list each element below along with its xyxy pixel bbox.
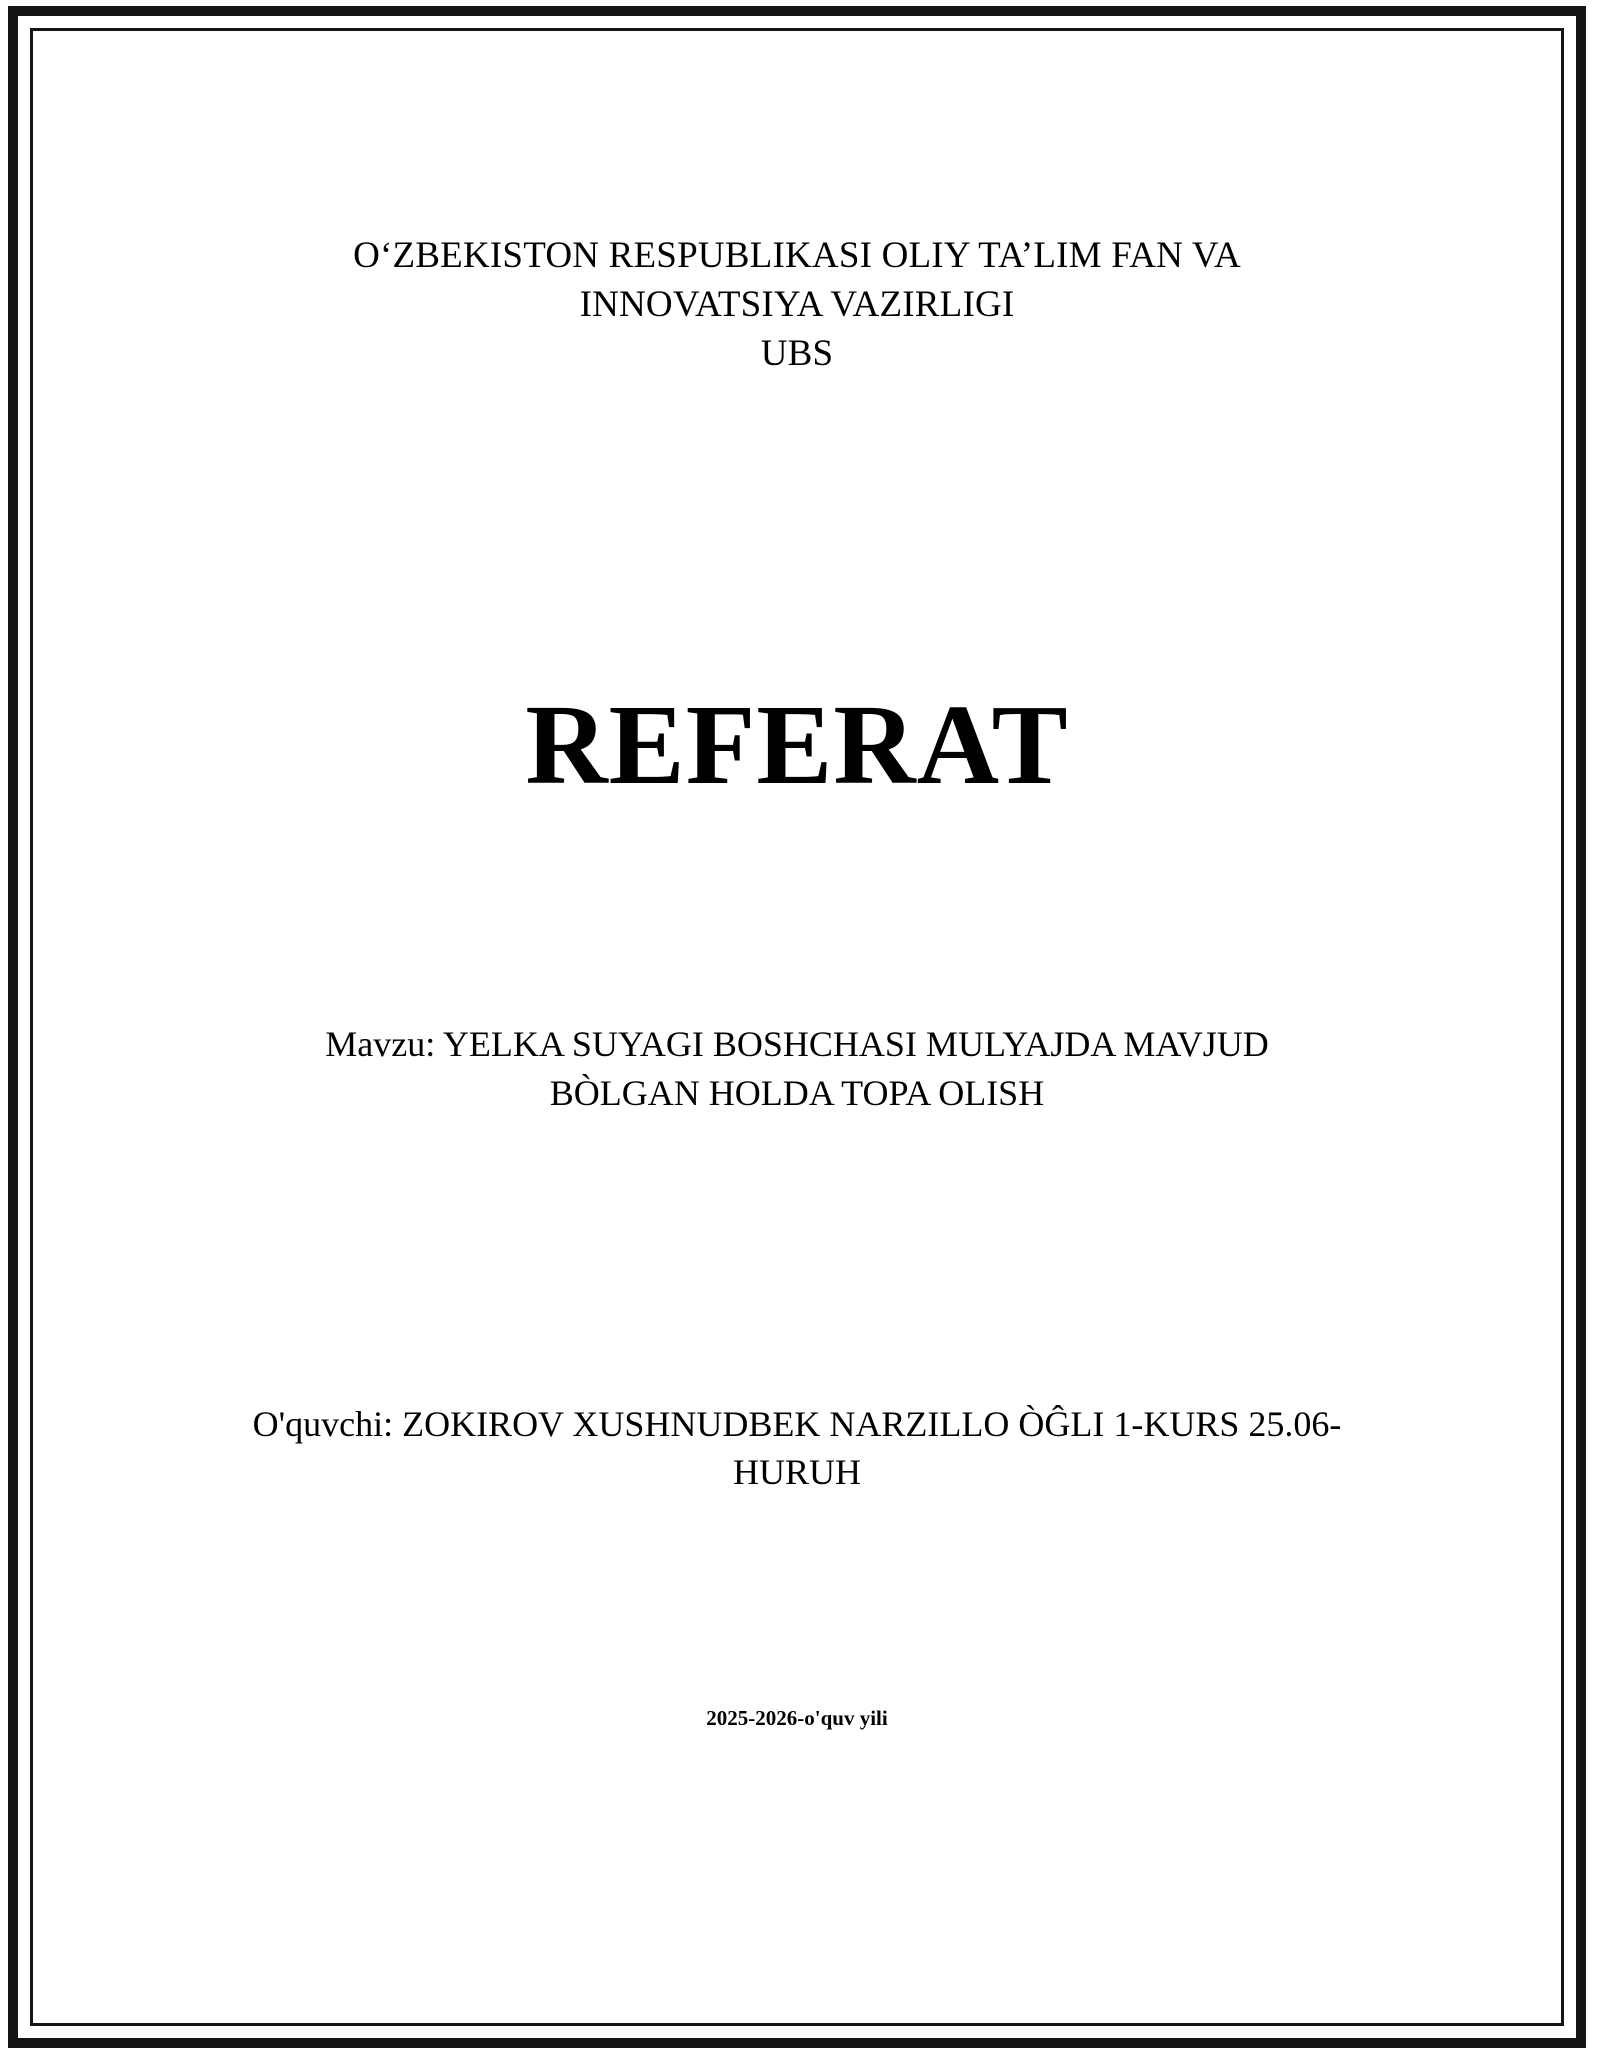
ministry-line-1: O‘ZBEKISTON RESPUBLIKASI OLIY TA’LIM FAN VA (353, 235, 1241, 276)
ministry-heading (130, 232, 1464, 378)
topic-block (130, 1020, 1464, 1117)
document-title: REFERAT (525, 681, 1069, 809)
cover-page-content (40, 36, 1554, 2018)
author-line-1: O'quvchi: ZOKIROV XUSHNUDBEK NARZILLO ÒĜLI 1-KURS 25.06- (252, 1403, 1342, 1444)
academic-year: 2025-2026-o'quv yili (706, 1706, 888, 1730)
institution-abbreviation: UBS (760, 332, 834, 374)
author-line-2: HURUH (732, 1452, 861, 1493)
topic-line-2: BÒLGAN HOLDA TOPA OLISH (549, 1073, 1045, 1114)
topic-line-1: Mavzu: YELKA SUYAGI BOSHCHASI MULYAJDA MAVJUD (325, 1024, 1269, 1065)
ministry-line-2: INNOVATSIYA VAZIRLIGI (579, 283, 1015, 325)
author-block (130, 1400, 1464, 1497)
